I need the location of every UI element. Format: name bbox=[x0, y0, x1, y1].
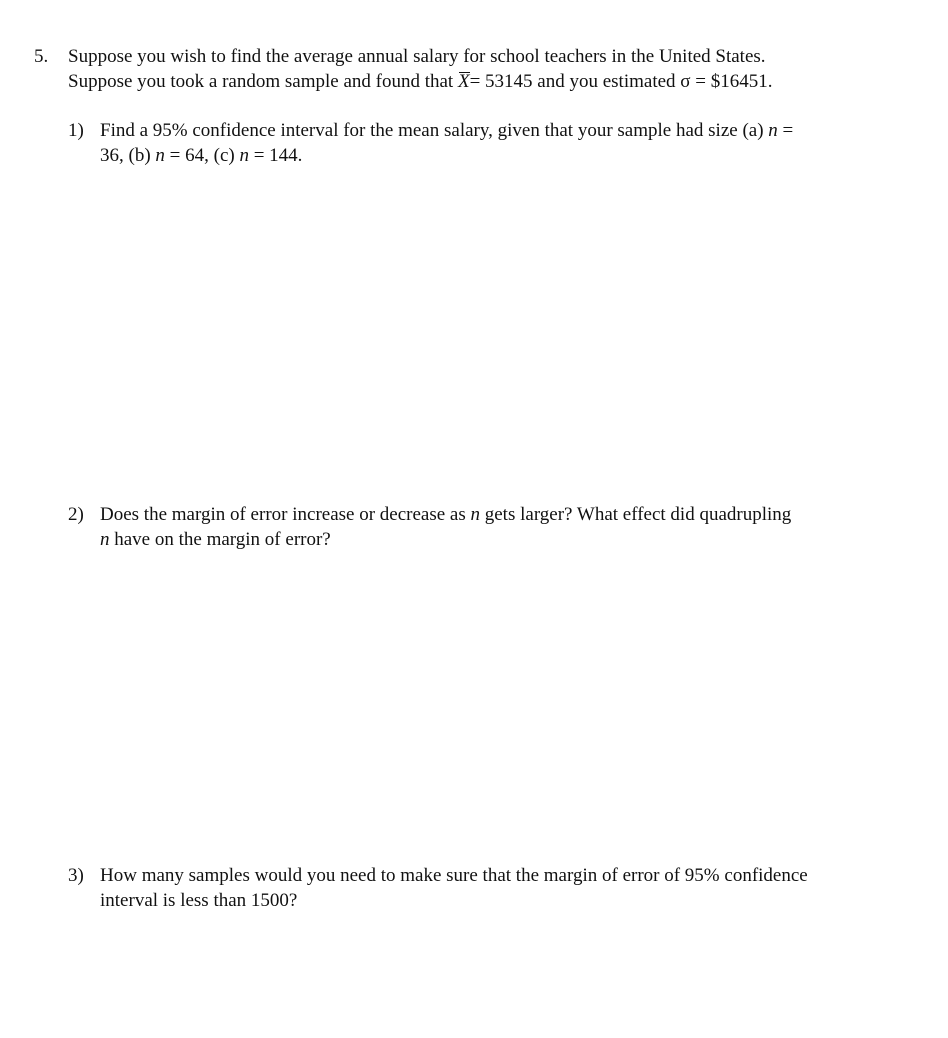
part-2-line-1-end: gets larger? What effect did quadrupling bbox=[480, 504, 792, 525]
problem-statement-line-1: Suppose you wish to find the average annual salary for school teachers in the United States. bbox=[68, 46, 766, 67]
n-symbol: n bbox=[470, 504, 480, 525]
n-symbol: n bbox=[239, 145, 249, 166]
n-symbol: n bbox=[100, 529, 110, 550]
n-symbol: n bbox=[768, 120, 778, 141]
part-1-number: 1) bbox=[68, 120, 84, 141]
x-bar-symbol: X bbox=[457, 71, 470, 92]
part-1-option-b-value: = 64, (c) bbox=[164, 145, 240, 166]
part-2-line-2-text: have on the margin of error? bbox=[109, 529, 331, 550]
part-1-option-a-value: 36, (b) bbox=[100, 145, 156, 166]
n-symbol: n bbox=[155, 145, 165, 166]
part-1-line-1-end: = bbox=[777, 120, 794, 141]
part-1-line-1 bbox=[100, 119, 793, 143]
problem-number: 5. bbox=[34, 46, 49, 67]
part-1-line-1-text: Find a 95% confidence interval for the mean salary, given that your sample had size (a) bbox=[100, 120, 769, 141]
part-3-line-1: How many samples would you need to make sure that the margin of error of 95% confidence bbox=[100, 865, 808, 886]
problem-line-2-mid: = 53145 and you estimated σ = $16451. bbox=[469, 71, 773, 92]
part-3-number: 3) bbox=[68, 865, 84, 886]
part-3-line-2: interval is less than 1500? bbox=[100, 890, 298, 911]
part-2-number: 2) bbox=[68, 504, 84, 525]
problem-statement-line-2 bbox=[68, 70, 773, 94]
part-1-option-c-value: = 144. bbox=[248, 145, 303, 166]
part-2-line-1 bbox=[100, 503, 791, 527]
part-2-line-2 bbox=[100, 528, 331, 552]
part-2-line-1-text: Does the margin of error increase or decrease as bbox=[100, 504, 471, 525]
part-1-line-2 bbox=[100, 144, 302, 168]
problem-line-2-pre: Suppose you took a random sample and found that bbox=[68, 71, 458, 92]
